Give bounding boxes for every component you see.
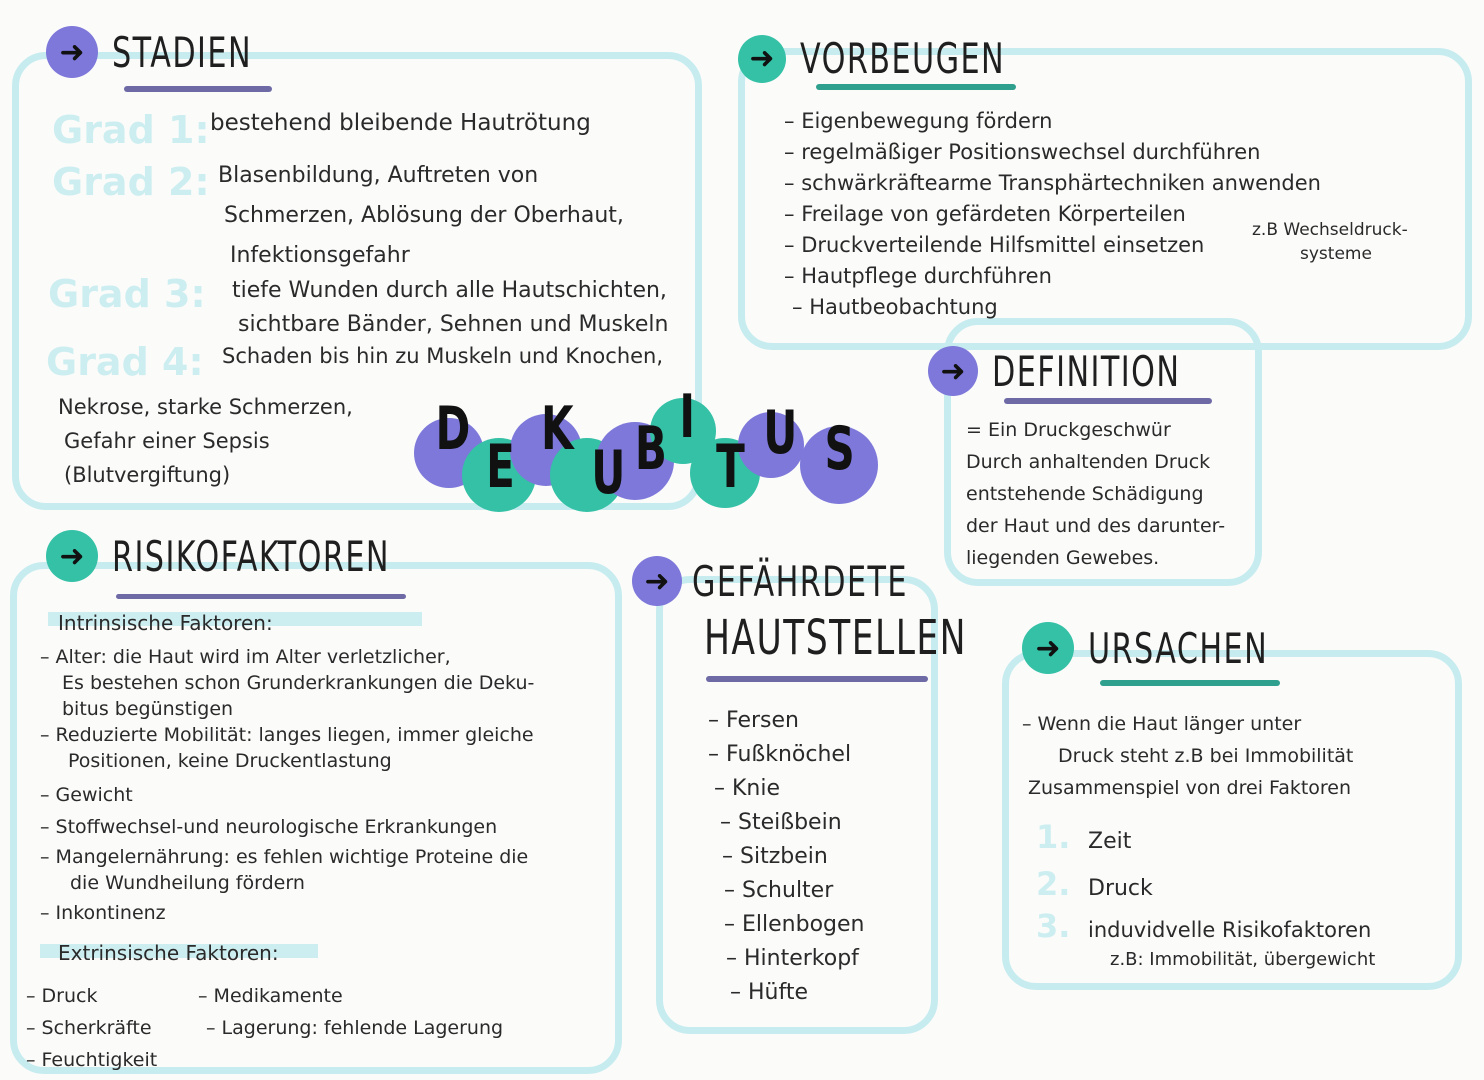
hautstellen-heading — [632, 556, 992, 606]
title-letter: D — [435, 394, 471, 464]
list-item: – Knie — [714, 772, 864, 806]
stadien-heading — [46, 26, 306, 78]
list-item: – Medikamente — [198, 985, 343, 1007]
factor-item: 2. Druck — [1036, 865, 1153, 903]
title-letter: S — [824, 414, 855, 484]
vorbeugen-underline — [816, 84, 1016, 90]
list-item: – Fußknöchel — [708, 738, 864, 772]
factor-item: 3. induvidvelle Risikofaktoren — [1036, 907, 1372, 945]
list-item: – Sitzbein — [722, 840, 864, 874]
list-item: – Schulter — [724, 874, 864, 908]
intrinsic-list: – Alter: die Haut wird im Alter verletzlicher, Es bestehen schon Grunderkrankungen die Deku- bitus begünstigen – Reduzierte Mobilität: langes liegen, immer gleiche Positionen, keine Druckentlastung – Gewicht – Stoffwechsel-und neurologische Erkrankungen – Mangelernährung: es fehlen wichtige Proteine die die Wundheilung fördern – Inkontinenz — [40, 646, 535, 924]
hautstellen-list — [708, 704, 864, 1010]
risikofaktoren-heading — [46, 530, 498, 582]
risikofaktoren-underline — [116, 594, 406, 599]
title-letter: E — [486, 432, 515, 502]
intrinsic-label: Intrinsische Faktoren: — [58, 611, 273, 635]
vorbeugen-note: z.B Wechseldruck- systeme — [1252, 220, 1408, 264]
list-item: – Feuchtigkeit — [26, 1049, 158, 1071]
definition-underline — [1004, 398, 1212, 404]
grade-4-text-line1: Schaden bis hin zu Muskeln und Knochen, — [222, 344, 664, 368]
list-item: – Eigenbewegung fördern — [784, 106, 1321, 137]
grade-4-label: Grad 4: — [46, 340, 204, 384]
arrow-icon: ➜ — [632, 556, 682, 606]
vorbeugen-title: VORBEUGEN — [800, 34, 1006, 83]
list-item: – Reduzierte Mobilität: langes liegen, immer gleiche — [40, 724, 534, 746]
hautstellen-title-line2: HAUTSTELLEN — [704, 610, 967, 666]
stadien-underline — [124, 86, 272, 92]
grade-3-text: tiefe Wunden durch alle Hautschichten, sichtbare Bänder, Sehnen und Muskeln — [232, 278, 669, 337]
list-item: – Scherkräfte — [26, 1017, 152, 1039]
ursachen-intro: – Wenn die Haut länger unter Druck steht z.B bei Immobilität Zusammenspiel von drei Faktoren — [1022, 713, 1354, 799]
list-item: – schwärkräftearme Transphärtechniken anwenden — [784, 168, 1321, 199]
arrow-icon: ➜ — [928, 346, 978, 396]
definition-text: = Ein Druckgeschwür Durch anhaltenden Druck entstehende Schädigung der Haut und des darunter- liegenden Gewebes. — [966, 419, 1226, 569]
list-item: – Freilage von gefärdeten Körperteilen — [784, 199, 1321, 230]
factor-item: 1. Zeit — [1036, 818, 1132, 856]
vorbeugen-list — [784, 106, 1321, 323]
hautstellen-title-line1: GEFÄHRDETE — [692, 556, 908, 606]
list-item: – Lagerung: fehlende Lagerung — [206, 1017, 504, 1039]
grade-2-label: Grad 2: — [52, 160, 210, 204]
hautstellen-underline — [706, 676, 928, 682]
definition-title: DEFINITION — [992, 346, 1181, 396]
list-item: – Alter: die Haut wird im Alter verletzlicher, — [40, 646, 451, 668]
list-item: – Hautbeobachtung — [792, 292, 1321, 323]
grade-1-text: bestehend bleibende Hautrötung — [210, 110, 591, 136]
list-item: – Steißbein — [720, 806, 864, 840]
grade-4-text-rest: Nekrose, starke Schmerzen, Gefahr einer Sepsis (Blutvergiftung) — [58, 395, 353, 487]
list-item: – Inkontinenz — [40, 902, 166, 924]
dekubitus-title — [400, 382, 900, 528]
list-item: – Hüfte — [730, 976, 864, 1010]
extrinsic-col2 — [198, 980, 503, 1044]
arrow-icon: ➜ — [46, 26, 98, 78]
grade-2-text: Blasenbildung, Auftreten von Schmerzen, Ablösung der Oberhaut, Infektionsgefahr — [218, 163, 624, 268]
arrow-icon: ➜ — [46, 530, 98, 582]
vorbeugen-heading — [738, 34, 1085, 83]
list-item: – regelmäßiger Positionswechsel durchführen — [784, 137, 1321, 168]
stadien-title: STADIEN — [112, 27, 253, 77]
title-letter: B — [634, 414, 667, 484]
list-item: – Gewicht — [40, 784, 133, 806]
list-item: – Druck — [26, 985, 98, 1007]
list-item: – Hautpflege durchführen — [784, 261, 1321, 292]
title-letter: T — [716, 432, 745, 502]
list-item: – Hinterkopf — [726, 942, 864, 976]
title-letter: U — [591, 438, 626, 508]
risikofaktoren-title: RISIKOFAKTOREN — [112, 531, 390, 581]
title-letter: U — [763, 398, 798, 468]
title-letter: I — [679, 382, 695, 452]
arrow-icon: ➜ — [738, 35, 786, 83]
list-item: – Stoffwechsel-und neurologische Erkrankungen — [40, 816, 498, 838]
ursachen-heading — [1022, 622, 1338, 674]
ursachen-underline — [1100, 680, 1280, 686]
ursachen-factors: 1. Zeit 2. Druck 3. induvidvelle Risikofaktoren z.B: Immobilität, übergewicht — [1036, 818, 1376, 970]
extrinsic-col1 — [26, 980, 157, 1076]
grade-3-label: Grad 3: — [48, 272, 206, 316]
arrow-icon: ➜ — [1022, 622, 1074, 674]
definition-heading — [928, 346, 1254, 396]
extrinsic-label: Extrinsische Faktoren: — [58, 941, 279, 965]
list-item: – Ellenbogen — [724, 908, 864, 942]
ursachen-title: URSACHEN — [1088, 623, 1269, 673]
list-item: – Mangelernährung: es fehlen wichtige Proteine die — [40, 846, 529, 868]
list-item: – Fersen — [708, 704, 864, 738]
list-item: – Druckverteilende Hilfsmittel einsetzen — [784, 230, 1321, 261]
grade-1-label: Grad 1: — [52, 108, 210, 152]
title-letter: K — [540, 394, 574, 464]
